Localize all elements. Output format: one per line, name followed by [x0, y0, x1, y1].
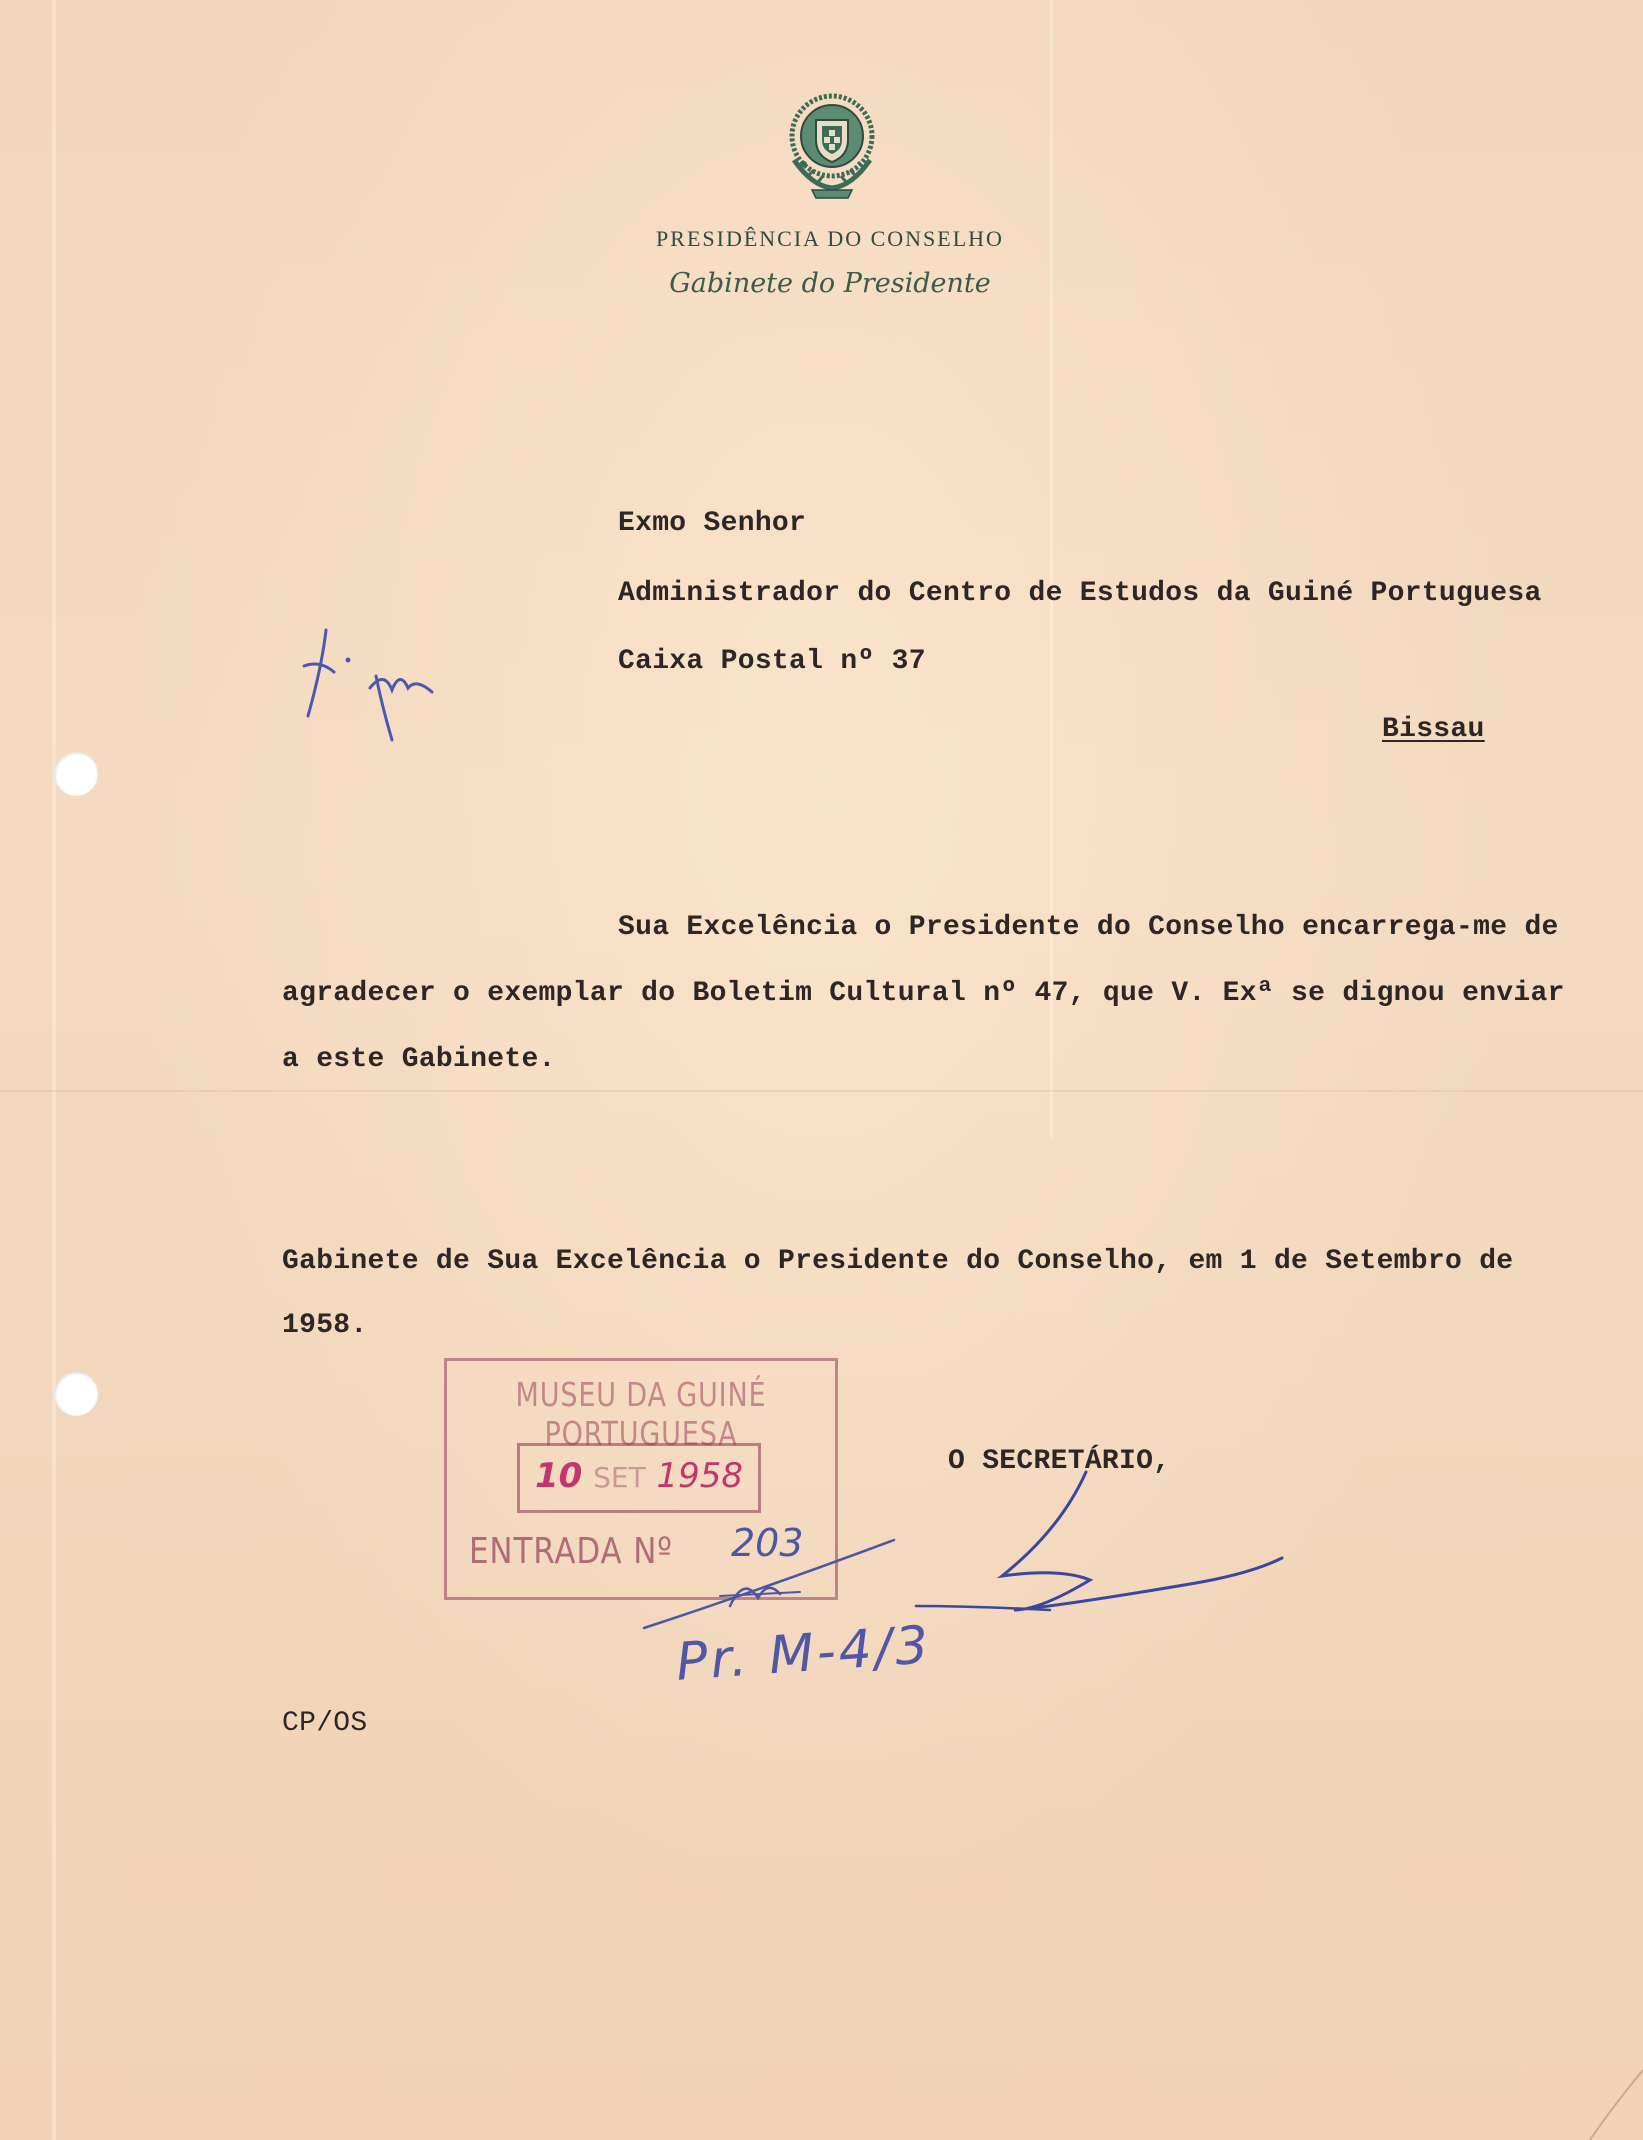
salutation: Exmo Senhor — [618, 508, 807, 539]
punch-hole-bottom — [54, 1372, 98, 1416]
reference-annotation: Pr. M-4/3 — [674, 1615, 934, 1693]
coat-of-arms-icon — [782, 90, 882, 202]
paper-fold-vertical — [1050, 0, 1053, 1140]
closing-line-2: 1958. — [282, 1310, 368, 1341]
stamp-date-year: 1958 — [656, 1456, 744, 1496]
stamp-date-box — [517, 1443, 761, 1513]
signatory-title: O SECRETÁRIO, — [948, 1446, 1171, 1477]
stamp-date-day: 10 — [534, 1456, 583, 1496]
body-line-1: Sua Excelência o Presidente do Conselho encarrega-me de — [618, 912, 1559, 943]
letterhead-title: PRESIDÊNCIA DO CONSELHO — [656, 226, 1004, 251]
body-line-3: a este Gabinete. — [282, 1044, 556, 1075]
recipient: Administrador do Centro de Estudos da Guiné Portuguesa — [618, 578, 1542, 609]
paper-fold-horizontal — [0, 1090, 1643, 1092]
signature — [910, 1470, 1290, 1640]
postal-address: Caixa Postal nº 37 — [618, 646, 926, 677]
stamp-date — [520, 1456, 758, 1496]
stamp-entrada-number: 203 — [731, 1521, 804, 1565]
paper-edge — [52, 0, 56, 2140]
letterhead-subtitle: Gabinete do Presidente — [669, 268, 991, 299]
typist-initials: CP/OS — [282, 1708, 368, 1739]
body-line-2: agradecer o exemplar do Boletim Cultural nº 47, que V. Exª se dignou enviar — [282, 978, 1565, 1009]
stamp-date-month: SET — [593, 1461, 646, 1494]
city: Bissau — [1382, 714, 1485, 745]
punch-hole-top — [54, 752, 98, 796]
closing-line-1: Gabinete de Sua Excelência o Presidente do Conselho, em 1 de Setembro de — [282, 1246, 1514, 1277]
margin-handwriting — [300, 626, 450, 746]
stamp-museum-name: MUSEU DA GUINÉ PORTUGUESA — [515, 1375, 767, 1453]
corner-crease — [1590, 2070, 1643, 2140]
stamp-entrada-label: ENTRADA Nº — [469, 1531, 673, 1572]
